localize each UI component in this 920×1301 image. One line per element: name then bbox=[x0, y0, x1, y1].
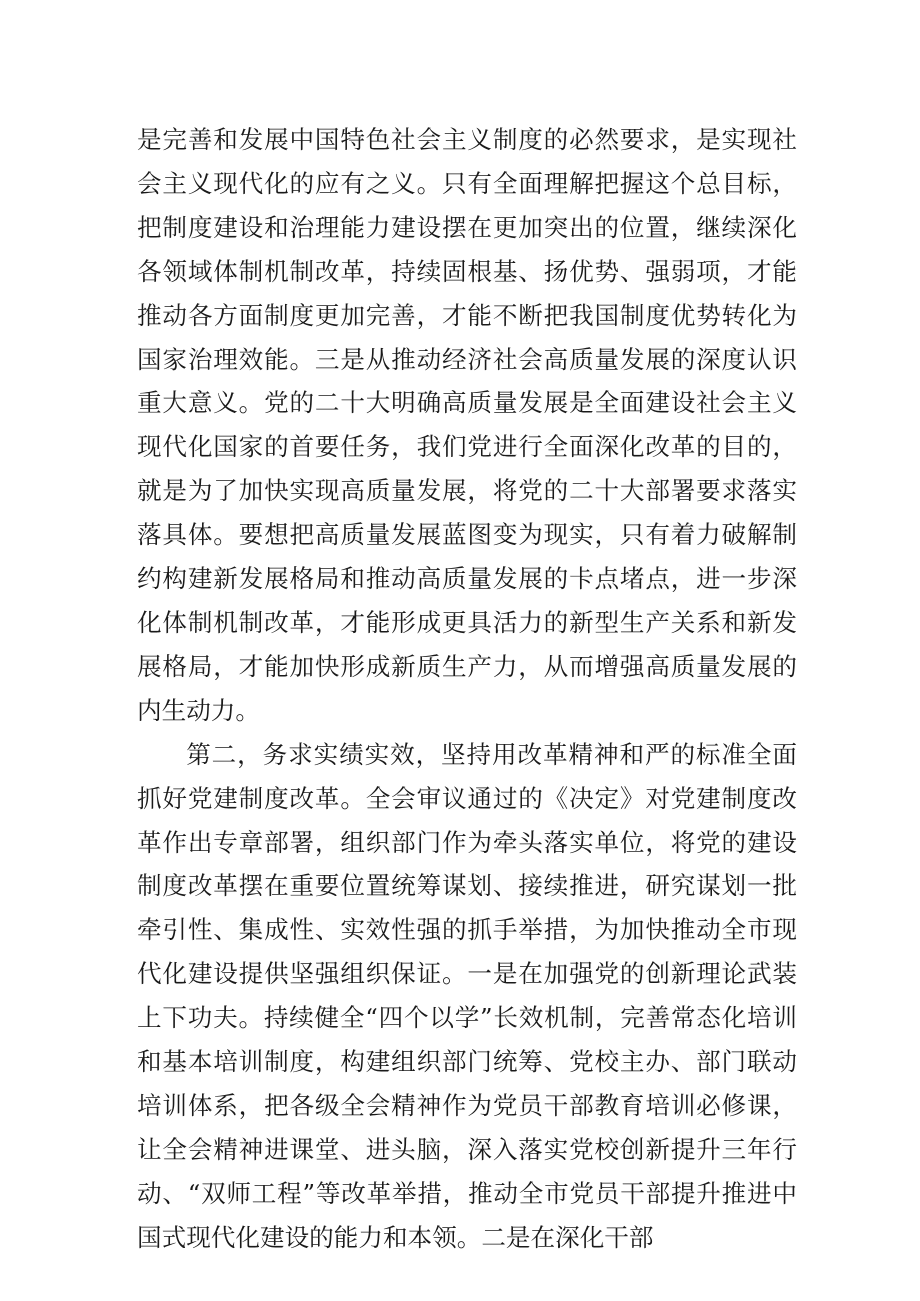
document-body bbox=[137, 118, 797, 1260]
paragraph-second-point: 第二，务求实绩实效，坚持用改革精神和严的标准全面抓好党建制度改革。全会审议通过的《决定》对党建制度改革作出专章部署，组织部门作为牵头落实单位，将党的建设制度改革摆在重要位置统筹谋划、接续推进，研究谋划一批牵引性、集成性、实效性强的抓手举措，为加快推动全市现代化建设提供坚强组织保证。一是在加强党的创新理论武装上下功夫。持续健全“四个以学”长效机制，完善常态化培训和基本培训制度，构建组织部门统筹、党校主办、部门联动培训体系，把各级全会精神作为党员干部教育培训必修课，让全会精神进课堂、进头脑，深入落实党校创新提升三年行动、“双师工程”等改革举措，推动全市党员干部提升推进中国式现代化建设的能力和本领。二是在深化干部 bbox=[137, 739, 797, 1252]
paragraph-continued: 是完善和发展中国特色社会主义制度的必然要求，是实现社会主义现代化的应有之义。只有全面理解把握这个总目标，把制度建设和治理能力建设摆在更加突出的位置，继续深化各领域体制机制改革，持续固根基、扬优势、强弱项，才能推动各方面制度更加完善，才能不断把我国制度优势转化为国家治理效能。三是从推动经济社会高质量发展的深度认识重大意义。党的二十大明确高质量发展是全面建设社会主义现代化国家的首要任务，我们党进行全面深化改革的目的，就是为了加快实现高质量发展，将党的二十大部署要求落实落具体。要想把高质量发展蓝图变为现实，只有着力破解制约构建新发展格局和推动高质量发展的卡点堵点，进一步深化体制机制改革，才能形成更具活力的新型生产关系和新发展格局，才能加快形成新质生产力，从而增强高质量发展的内生动力。 bbox=[137, 125, 797, 725]
